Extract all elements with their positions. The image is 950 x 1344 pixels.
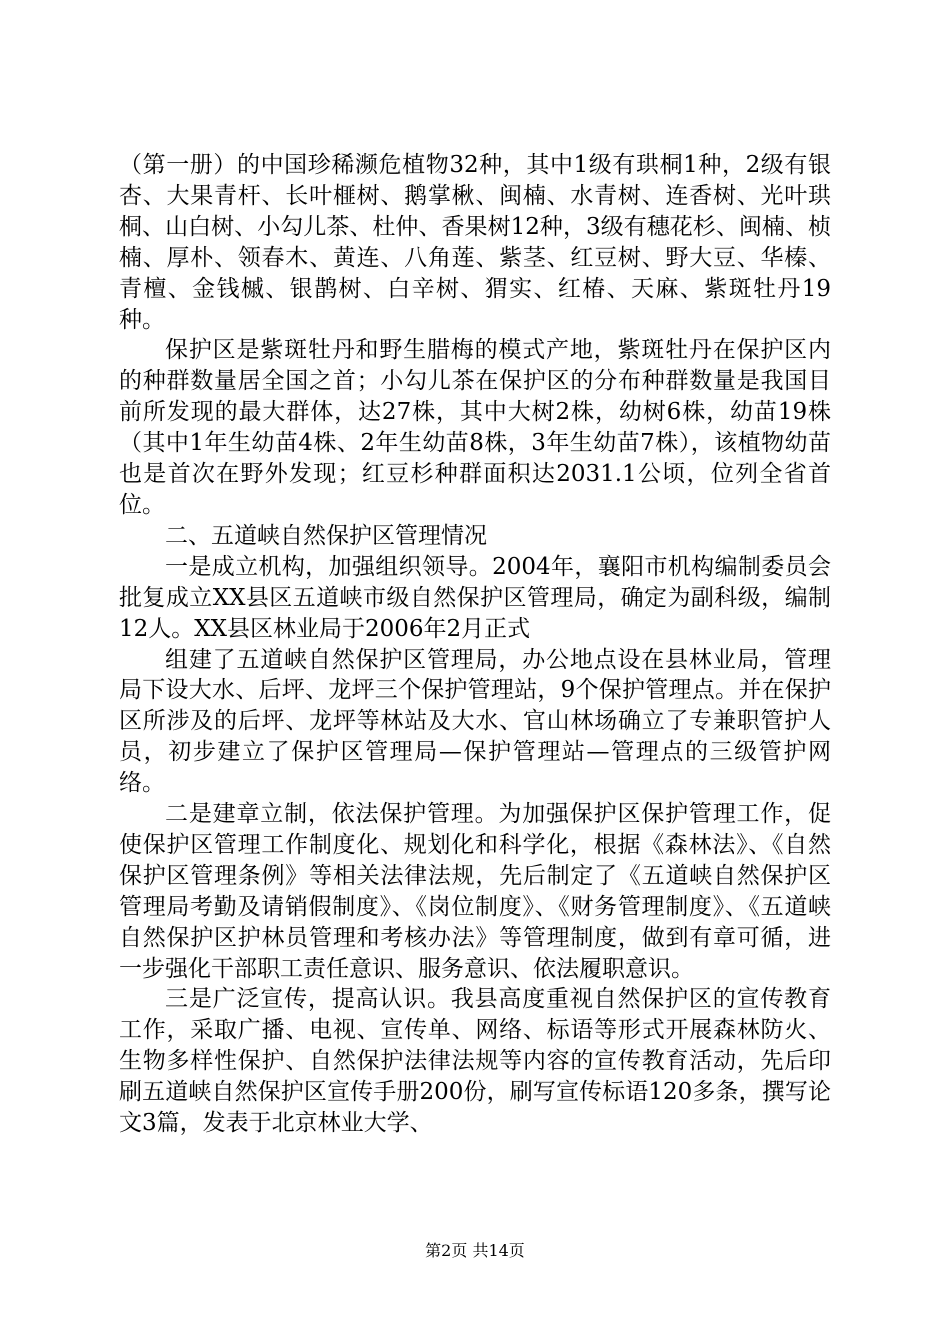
paragraph-type-locality: 保护区是紫斑牡丹和野生腊梅的模式产地，紫斑牡丹在保护区内的种群数量居全国之首；小勾儿茶在保护区的分布种群数量是我国目前所发现的最大群体，达27株，其中大树2株，幼树6株，幼苗19株（其中1年生幼苗4株、2年生幼苗8株，3年生幼苗7株），该植物幼苗也是首次在野外发现；红豆杉种群面积达2031.1公顷，位列全省首位。 [119, 337, 831, 518]
paragraph-publicity: 三是广泛宣传，提高认识。我县高度重视自然保护区的宣传教育工作，采取广播、电视、宣传单、网络、标语等形式开展森林防火、生物多样性保护、自然保护法律法规等内容的宣传教育活动，先后印刷五道峡自然保护区宣传手册200份，刷写宣传标语120多条，撰写论文3篇，发表于北京林业大学、 [119, 986, 831, 1137]
paragraph-rare-plants-list: （第一册）的中国珍稀濒危植物32种，其中1级有珙桐1种，2级有银杏、大果青杆、长叶榧树、鹅掌楸、闽楠、水青树、连香树、光叶珙桐、山白树、小勾儿茶、杜仲、香果树12种，3级有穗花杉、闽楠、桢楠、厚朴、领春木、黄连、八角莲、紫茎、红豆树、野大豆、华榛、青檀、金钱槭、银鹊树、白辛树、猬实、红椿、天麻、紫斑牡丹19种。 [119, 152, 831, 333]
section-heading-management: 二、五道峡自然保护区管理情况 [165, 522, 487, 549]
paragraph-management-bureau: 组建了五道峡自然保护区管理局，办公地点设在县林业局，管理局下设大水、后坪、龙坪三个保护管理站，9个保护管理点。并在保护区所涉及的后坪、龙坪等林站及大水、官山林场确立了专兼职管护人员，初步建立了保护区管理局—保护管理站—管理点的三级管护网络。 [119, 646, 831, 797]
page-number-footer: 第2页 共14页 [425, 1241, 525, 1260]
paragraph-regulations: 二是建章立制，依法保护管理。为加强保护区保护管理工作，促使保护区管理工作制度化、规划化和科学化，根据《森林法》、《自然保护区管理条例》等相关法律法规，先后制定了《五道峡自然保护区管理局考勤及请销假制度》、《岗位制度》、《财务管理制度》、《五道峡自然保护区护林员管理和考核办法》等管理制度，做到有章可循，进一步强化干部职工责任意识、服务意识、依法履职意识。 [119, 801, 831, 982]
paragraph-organization: 一是成立机构，加强组织领导。2004年，襄阳市机构编制委员会批复成立XX县区五道峡市级自然保护区管理局，确定为副科级，编制12人。XX县区林业局于2006年2月正式 [119, 553, 831, 642]
document-body [119, 150, 831, 1139]
